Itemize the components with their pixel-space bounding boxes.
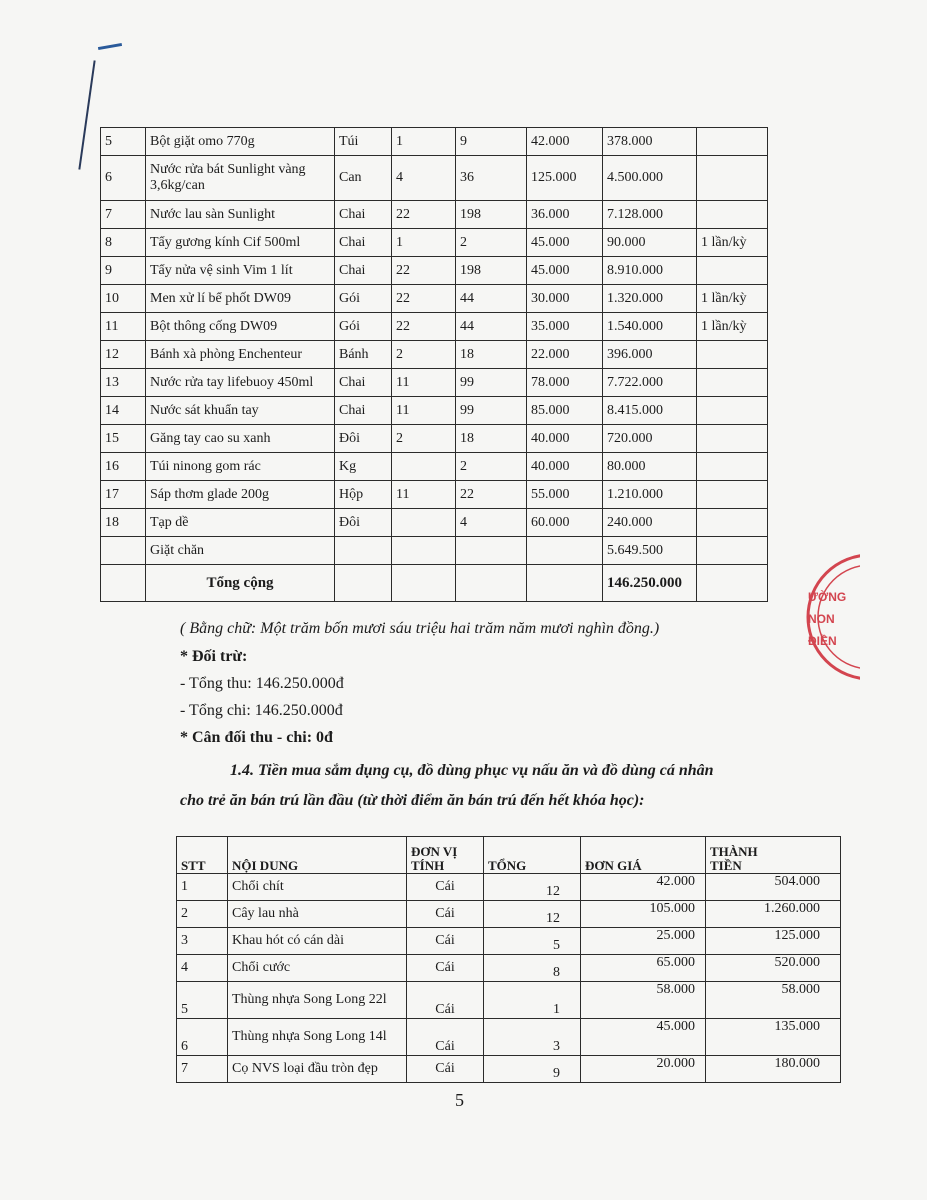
row-total: 9 bbox=[456, 128, 527, 156]
row-name: Chổi chít bbox=[228, 874, 407, 901]
row-price: 58.000 bbox=[581, 982, 706, 1019]
total-income: - Tổng thu: 146.250.000đ bbox=[180, 675, 344, 692]
row-unit: Cái bbox=[407, 1019, 484, 1056]
row-price: 22.000 bbox=[527, 341, 603, 369]
row-stt: 7 bbox=[101, 201, 146, 229]
row-total: 8 bbox=[484, 955, 581, 982]
row-qty: 11 bbox=[392, 481, 456, 509]
table-row bbox=[177, 1056, 841, 1083]
row-name: Bột thông cống DW09 bbox=[146, 313, 335, 341]
row-price bbox=[527, 537, 603, 565]
amount-in-words: ( Bằng chữ: Một trăm bốn mươi sáu triệu hai trăm năm mươi nghìn đồng.) bbox=[180, 620, 660, 637]
row-price: 85.000 bbox=[527, 397, 603, 425]
row-stt: 11 bbox=[101, 313, 146, 341]
table-header-row bbox=[177, 837, 841, 874]
stamp-text: ĐIỀN bbox=[808, 634, 837, 648]
row-amount: 180.000 bbox=[706, 1056, 841, 1083]
row-note: 1 lần/kỳ bbox=[697, 285, 768, 313]
equipment-table bbox=[176, 836, 841, 1083]
row-unit: Chai bbox=[335, 229, 392, 257]
row-unit: Chai bbox=[335, 201, 392, 229]
balance: * Cân đối thu - chi: 0đ bbox=[180, 729, 333, 746]
row-stt bbox=[101, 537, 146, 565]
row-stt: 13 bbox=[101, 369, 146, 397]
table-row bbox=[101, 341, 768, 369]
row-name: Giặt chăn bbox=[146, 537, 335, 565]
row-total: 198 bbox=[456, 257, 527, 285]
table-row bbox=[101, 285, 768, 313]
row-qty: 11 bbox=[392, 397, 456, 425]
row-stt: 10 bbox=[101, 285, 146, 313]
row-stt: 8 bbox=[101, 229, 146, 257]
table-row bbox=[101, 128, 768, 156]
row-qty: 4 bbox=[392, 156, 456, 201]
row-stt: 12 bbox=[101, 341, 146, 369]
table-row bbox=[177, 982, 841, 1019]
row-amount: 8.910.000 bbox=[603, 257, 697, 285]
row-note bbox=[697, 369, 768, 397]
row-unit: Cái bbox=[407, 901, 484, 928]
total-empty bbox=[527, 565, 603, 602]
row-total: 44 bbox=[456, 313, 527, 341]
row-stt: 3 bbox=[177, 928, 228, 955]
row-stt: 6 bbox=[101, 156, 146, 201]
row-unit: Đôi bbox=[335, 425, 392, 453]
row-amount: 1.540.000 bbox=[603, 313, 697, 341]
row-unit: Đôi bbox=[335, 509, 392, 537]
row-stt: 18 bbox=[101, 509, 146, 537]
row-note bbox=[697, 397, 768, 425]
row-unit: Chai bbox=[335, 257, 392, 285]
row-unit: Cái bbox=[407, 928, 484, 955]
row-stt: 15 bbox=[101, 425, 146, 453]
stamp-text: ƯỜNG bbox=[808, 590, 847, 604]
row-name: Cọ NVS loại đầu tròn đẹp bbox=[228, 1056, 407, 1083]
row-amount: 1.260.000 bbox=[706, 901, 841, 928]
header-content: NỘI DUNG bbox=[228, 837, 407, 874]
row-total: 22 bbox=[456, 481, 527, 509]
row-unit: Kg bbox=[335, 453, 392, 481]
row-price: 42.000 bbox=[527, 128, 603, 156]
row-qty bbox=[392, 453, 456, 481]
row-qty: 1 bbox=[392, 128, 456, 156]
row-price: 36.000 bbox=[527, 201, 603, 229]
total-empty bbox=[335, 565, 392, 602]
row-name: Chổi cước bbox=[228, 955, 407, 982]
row-amount: 90.000 bbox=[603, 229, 697, 257]
row-qty: 22 bbox=[392, 257, 456, 285]
row-name: Sáp thơm glade 200g bbox=[146, 481, 335, 509]
table-row bbox=[101, 453, 768, 481]
row-total: 3 bbox=[484, 1019, 581, 1056]
row-name: Găng tay cao su xanh bbox=[146, 425, 335, 453]
table-row bbox=[101, 369, 768, 397]
header-unit-l1: ĐƠN VỊ bbox=[411, 844, 458, 859]
row-note bbox=[697, 341, 768, 369]
row-total: 18 bbox=[456, 341, 527, 369]
row-total bbox=[456, 537, 527, 565]
table-row bbox=[101, 156, 768, 201]
row-amount: 5.649.500 bbox=[603, 537, 697, 565]
row-unit: Chai bbox=[335, 397, 392, 425]
row-price: 40.000 bbox=[527, 425, 603, 453]
row-total: 4 bbox=[456, 509, 527, 537]
row-stt: 9 bbox=[101, 257, 146, 285]
row-total: 36 bbox=[456, 156, 527, 201]
row-amount: 7.128.000 bbox=[603, 201, 697, 229]
table-row bbox=[177, 901, 841, 928]
stamp-text: NON bbox=[808, 612, 835, 626]
row-qty bbox=[392, 537, 456, 565]
row-amount: 240.000 bbox=[603, 509, 697, 537]
row-total: 44 bbox=[456, 285, 527, 313]
total-empty bbox=[392, 565, 456, 602]
row-note bbox=[697, 257, 768, 285]
header-amount bbox=[706, 837, 841, 874]
row-stt: 17 bbox=[101, 481, 146, 509]
total-empty bbox=[456, 565, 527, 602]
row-total: 2 bbox=[456, 229, 527, 257]
row-qty: 2 bbox=[392, 425, 456, 453]
row-price: 105.000 bbox=[581, 901, 706, 928]
row-stt: 14 bbox=[101, 397, 146, 425]
section-heading-line2: cho trẻ ăn bán trú lần đầu (từ thời điểm ăn bán trú đến hết khóa học): bbox=[180, 792, 645, 809]
table-row bbox=[177, 1019, 841, 1056]
row-price: 30.000 bbox=[527, 285, 603, 313]
row-total: 5 bbox=[484, 928, 581, 955]
header-stt: STT bbox=[177, 837, 228, 874]
row-amount: 7.722.000 bbox=[603, 369, 697, 397]
table-row bbox=[101, 537, 768, 565]
row-total: 2 bbox=[456, 453, 527, 481]
header-price: ĐƠN GIÁ bbox=[581, 837, 706, 874]
scan-mark bbox=[98, 43, 122, 50]
row-qty: 22 bbox=[392, 285, 456, 313]
row-price: 42.000 bbox=[581, 874, 706, 901]
table-total-row bbox=[101, 565, 768, 602]
row-qty: 2 bbox=[392, 341, 456, 369]
row-stt: 2 bbox=[177, 901, 228, 928]
row-qty bbox=[392, 509, 456, 537]
table-row bbox=[177, 874, 841, 901]
row-amount: 1.210.000 bbox=[603, 481, 697, 509]
row-total: 198 bbox=[456, 201, 527, 229]
row-name: Tạp dề bbox=[146, 509, 335, 537]
row-name: Nước sát khuẩn tay bbox=[146, 397, 335, 425]
row-name: Thùng nhựa Song Long 14l bbox=[228, 1019, 407, 1056]
row-price: 40.000 bbox=[527, 453, 603, 481]
row-amount: 396.000 bbox=[603, 341, 697, 369]
row-amount: 4.500.000 bbox=[603, 156, 697, 201]
row-note bbox=[697, 425, 768, 453]
row-name: Khau hót có cán dài bbox=[228, 928, 407, 955]
offset-title: * Đối trừ: bbox=[180, 648, 248, 665]
row-name: Bột giặt omo 770g bbox=[146, 128, 335, 156]
row-total: 99 bbox=[456, 397, 527, 425]
header-unit-l2: TÍNH bbox=[411, 858, 445, 873]
table-row bbox=[101, 397, 768, 425]
table-row bbox=[101, 425, 768, 453]
row-unit: Cái bbox=[407, 982, 484, 1019]
table-row bbox=[101, 313, 768, 341]
row-note bbox=[697, 128, 768, 156]
table-row bbox=[101, 257, 768, 285]
row-total: 1 bbox=[484, 982, 581, 1019]
row-note bbox=[697, 201, 768, 229]
row-price: 25.000 bbox=[581, 928, 706, 955]
row-note bbox=[697, 453, 768, 481]
total-amount: 146.250.000 bbox=[603, 565, 697, 602]
row-name: Tẩy gương kính Cif 500ml bbox=[146, 229, 335, 257]
row-amount: 135.000 bbox=[706, 1019, 841, 1056]
row-amount: 58.000 bbox=[706, 982, 841, 1019]
row-price: 65.000 bbox=[581, 955, 706, 982]
scan-mark bbox=[78, 60, 95, 169]
row-unit: Cái bbox=[407, 874, 484, 901]
row-unit: Gói bbox=[335, 313, 392, 341]
row-stt: 16 bbox=[101, 453, 146, 481]
row-total: 18 bbox=[456, 425, 527, 453]
table-row bbox=[177, 928, 841, 955]
row-unit: Túi bbox=[335, 128, 392, 156]
row-unit: Hộp bbox=[335, 481, 392, 509]
table-row bbox=[101, 229, 768, 257]
row-amount: 8.415.000 bbox=[603, 397, 697, 425]
row-note: 1 lần/kỳ bbox=[697, 313, 768, 341]
row-note bbox=[697, 481, 768, 509]
supplies-table bbox=[100, 127, 768, 602]
row-name: Túi ninong gom rác bbox=[146, 453, 335, 481]
row-name: Nước lau sàn Sunlight bbox=[146, 201, 335, 229]
section-heading-line1: 1.4. Tiền mua sắm dụng cụ, đồ dùng phục vụ nấu ăn và đồ dùng cá nhân bbox=[230, 762, 714, 779]
row-note: 1 lần/kỳ bbox=[697, 229, 768, 257]
row-stt: 7 bbox=[177, 1056, 228, 1083]
row-price: 45.000 bbox=[581, 1019, 706, 1056]
table-row bbox=[177, 955, 841, 982]
row-price: 60.000 bbox=[527, 509, 603, 537]
row-unit: Can bbox=[335, 156, 392, 201]
row-total: 99 bbox=[456, 369, 527, 397]
row-amount: 1.320.000 bbox=[603, 285, 697, 313]
row-total: 12 bbox=[484, 901, 581, 928]
official-stamp bbox=[800, 552, 860, 682]
row-total: 9 bbox=[484, 1056, 581, 1083]
row-unit: Bánh bbox=[335, 341, 392, 369]
row-amount: 504.000 bbox=[706, 874, 841, 901]
table-row bbox=[101, 201, 768, 229]
row-amount: 720.000 bbox=[603, 425, 697, 453]
total-empty bbox=[697, 565, 768, 602]
row-name: Bánh xà phòng Enchenteur bbox=[146, 341, 335, 369]
row-stt: 1 bbox=[177, 874, 228, 901]
row-amount: 378.000 bbox=[603, 128, 697, 156]
header-amount-l1: THÀNH bbox=[710, 844, 758, 859]
page-number: 5 bbox=[455, 1090, 464, 1110]
row-stt: 5 bbox=[177, 982, 228, 1019]
total-empty bbox=[101, 565, 146, 602]
row-amount: 125.000 bbox=[706, 928, 841, 955]
total-expense: - Tổng chi: 146.250.000đ bbox=[180, 702, 343, 719]
row-qty: 22 bbox=[392, 313, 456, 341]
row-unit: Gói bbox=[335, 285, 392, 313]
row-price: 35.000 bbox=[527, 313, 603, 341]
row-unit bbox=[335, 537, 392, 565]
row-qty: 22 bbox=[392, 201, 456, 229]
row-name: Tẩy nửa vệ sinh Vim 1 lít bbox=[146, 257, 335, 285]
row-unit: Chai bbox=[335, 369, 392, 397]
row-qty: 1 bbox=[392, 229, 456, 257]
header-unit bbox=[407, 837, 484, 874]
row-price: 55.000 bbox=[527, 481, 603, 509]
header-total: TỔNG bbox=[484, 837, 581, 874]
row-price: 78.000 bbox=[527, 369, 603, 397]
row-qty: 11 bbox=[392, 369, 456, 397]
row-stt: 4 bbox=[177, 955, 228, 982]
row-name: Thùng nhựa Song Long 22l bbox=[228, 982, 407, 1019]
section-heading bbox=[180, 756, 800, 816]
row-stt: 5 bbox=[101, 128, 146, 156]
row-amount: 80.000 bbox=[603, 453, 697, 481]
row-stt: 6 bbox=[177, 1019, 228, 1056]
row-price: 45.000 bbox=[527, 229, 603, 257]
row-name: Men xử lí bể phốt DW09 bbox=[146, 285, 335, 313]
table-row bbox=[101, 481, 768, 509]
row-note bbox=[697, 509, 768, 537]
row-price: 20.000 bbox=[581, 1056, 706, 1083]
row-name: Cây lau nhà bbox=[228, 901, 407, 928]
row-unit: Cái bbox=[407, 1056, 484, 1083]
header-amount-l2: TIỀN bbox=[710, 858, 742, 873]
row-note bbox=[697, 537, 768, 565]
row-name: Nước rửa bát Sunlight vàng 3,6kg/can bbox=[146, 156, 335, 201]
row-amount: 520.000 bbox=[706, 955, 841, 982]
total-label: Tổng cộng bbox=[146, 565, 335, 602]
row-unit: Cái bbox=[407, 955, 484, 982]
row-price: 125.000 bbox=[527, 156, 603, 201]
row-note bbox=[697, 156, 768, 201]
row-price: 45.000 bbox=[527, 257, 603, 285]
row-name: Nước rửa tay lifebuoy 450ml bbox=[146, 369, 335, 397]
row-total: 12 bbox=[484, 874, 581, 901]
table-row bbox=[101, 509, 768, 537]
